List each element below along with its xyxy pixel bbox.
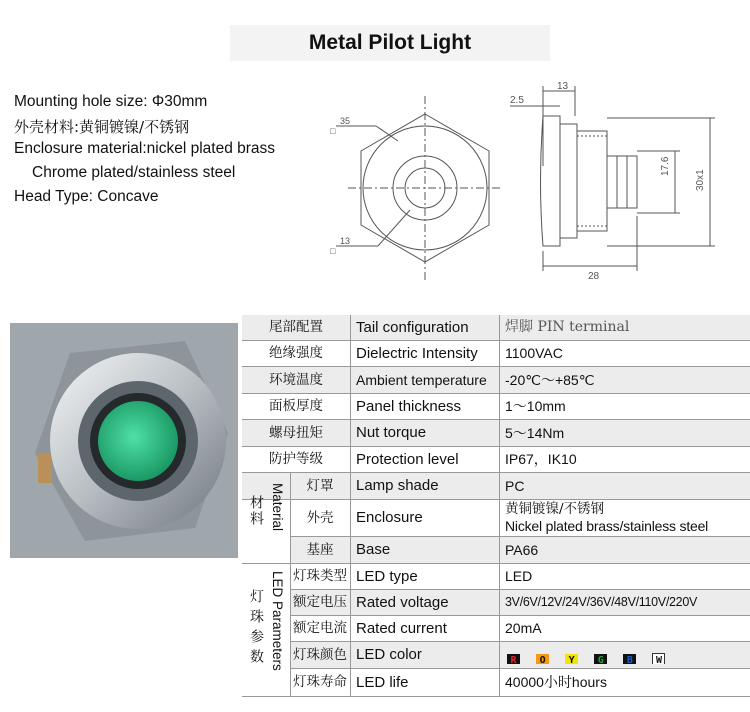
led-color-white: W (652, 653, 665, 664)
spec-material-en-2: Chrome plated/stainless steel (32, 164, 236, 181)
row-ledtype-en: LED type (356, 568, 418, 585)
spec-material-en: Enclosure material:nickel plated brass (14, 140, 276, 157)
row-tail-value: 焊脚 PIN terminal (505, 319, 630, 335)
dim-13-side-label: 13 (557, 81, 569, 92)
row-ledlife-cn: 灯珠寿命 (293, 674, 347, 690)
nut-profile (560, 124, 577, 238)
led-color-yellow: Y (565, 654, 578, 664)
row-nut-cn: 螺母扭矩 (269, 425, 323, 441)
row-panel-en: Panel thickness (356, 398, 462, 415)
row-lampshade-en: Lamp shade (356, 477, 439, 494)
dim-2-5-label: 2.5 (510, 95, 524, 106)
dim-28-label: 28 (588, 271, 600, 282)
dim-35-symbol: □ (330, 126, 336, 136)
row-nut-value: 5～14Nm (505, 425, 565, 441)
row-ledlife-en: LED life (356, 674, 409, 691)
front-view-drawing (318, 86, 508, 286)
material-group-label (246, 483, 290, 553)
led-color-green: G (594, 654, 607, 664)
pilot-light-photo (10, 323, 238, 558)
row-protection-value: IP67，IK10 (505, 451, 577, 467)
row-dielectric-en: Dielectric Intensity (356, 345, 478, 362)
spec-material-cn: 外壳材料:黄铜镀镍/不锈钢 (14, 118, 190, 136)
row-voltage-en: Rated voltage (356, 594, 449, 611)
row-ambient-value: -20℃～+85℃ (505, 372, 595, 388)
row-ledlife-value: 40000小时hours (505, 674, 607, 690)
terminal-block (607, 156, 637, 208)
row-protection-cn: 防护等级 (269, 451, 323, 467)
led-color-blue: B (623, 654, 636, 664)
product-photo (10, 323, 238, 558)
led-color-swatches (507, 648, 747, 664)
row-ledcolor-en: LED color (356, 646, 422, 663)
spec-head-type: Head Type: Concave (14, 188, 159, 205)
led-group-en: LED Parameters (270, 571, 285, 671)
row-lampshade-cn: 灯罩 (306, 478, 334, 494)
row-enclosure-cn: 外壳 (306, 510, 334, 526)
row-ledcolor-cn: 灯珠颜色 (293, 647, 347, 663)
dim-17-6-label: 17.6 (660, 156, 671, 176)
page-title: Metal Pilot Light (230, 25, 550, 61)
row-tail-en: Tail configuration (356, 319, 469, 336)
dim-13-front-label: 13 (340, 236, 351, 246)
dim-35-label: 35 (340, 116, 351, 126)
material-group-cn: 材料 (248, 495, 264, 527)
row-voltage-value: 3V/6V/12V/24V/36V/48V/110V/220V (505, 595, 698, 609)
row-dielectric-cn: 绝缘强度 (269, 345, 323, 361)
side-view-drawing (500, 76, 740, 286)
dim-13-symbol: □ (330, 246, 336, 256)
row-current-en: Rated current (356, 620, 447, 637)
led-group-label (246, 571, 290, 693)
row-lampshade-value: PC (505, 478, 525, 494)
dim-30x1-label: 30x1 (695, 169, 706, 191)
row-ambient-en: Ambient temperature (356, 372, 487, 388)
row-base-value: PA66 (505, 542, 539, 558)
thread-body (577, 131, 607, 231)
row-enclosure-en: Enclosure (356, 509, 423, 526)
row-tail-cn: 尾部配置 (269, 319, 323, 335)
led-group-cn: 灯珠参数 (248, 589, 264, 669)
row-current-cn: 额定电流 (293, 620, 347, 636)
row-base-en: Base (356, 541, 391, 558)
row-enclosure-value-cn: 黄铜镀镍/不锈钢 (505, 501, 605, 517)
row-ledtype-cn: 灯珠类型 (293, 568, 347, 584)
row-current-value: 20mA (505, 620, 542, 636)
row-voltage-cn: 额定电压 (293, 594, 347, 610)
row-ambient-cn: 环境温度 (269, 372, 323, 388)
row-dielectric-value: 1100VAC (505, 345, 563, 361)
row-nut-en: Nut torque (356, 424, 427, 441)
leader-13-diag (378, 210, 410, 246)
row-panel-cn: 面板厚度 (269, 398, 323, 414)
spec-mounting-hole: Mounting hole size: Φ30mm (14, 93, 208, 110)
green-lens (98, 401, 178, 481)
led-color-orange: O (536, 654, 549, 664)
spec-table (242, 315, 750, 697)
led-color-red: R (507, 654, 520, 664)
row-enclosure-value-en: Nickel plated brass/stainless steel (505, 518, 709, 534)
row-panel-value: 1～10mm (505, 398, 566, 414)
terminal-pin (38, 453, 52, 483)
row-base-cn: 基座 (306, 542, 334, 558)
row-ledtype-value: LED (505, 568, 533, 584)
row-protection-en: Protection level (356, 451, 459, 468)
material-group-en: Material (270, 483, 285, 532)
